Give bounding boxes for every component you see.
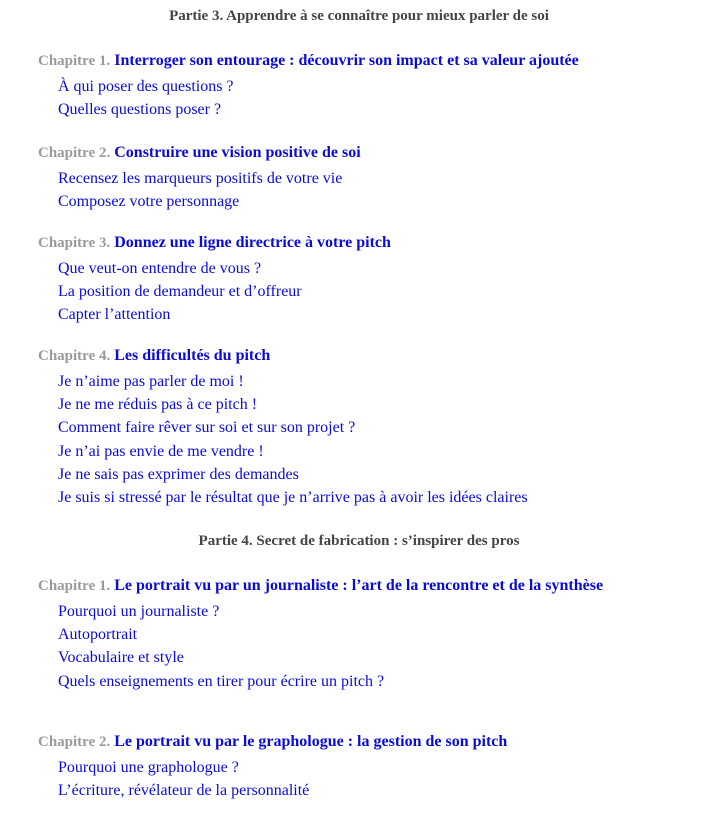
chapter-number: Chapitre 1. <box>38 578 111 594</box>
chapter-block <box>0 233 718 327</box>
chapter-title-link[interactable]: Le portrait vu par le graphologue : la gestion de son pitch <box>114 733 508 750</box>
part-title: Partie 4. Secret de fabrication : s’inspirer des pros <box>198 533 520 549</box>
section-link[interactable]: Je suis si stressé par le résultat que je n’arrive pas à avoir les idées claires <box>58 489 528 507</box>
chapter-block <box>0 51 718 121</box>
chapter-heading <box>0 51 718 71</box>
chapter-title-link[interactable]: Le portrait vu par un journaliste : l’art de la rencontre et de la synthèse <box>114 577 604 594</box>
chapter-heading <box>0 233 718 253</box>
section-link[interactable]: Composez votre personnage <box>58 193 240 211</box>
section-link[interactable]: Quels enseignements en tirer pour écrire un pitch ? <box>58 672 385 690</box>
chapter-block <box>0 732 718 802</box>
section-list <box>0 370 718 509</box>
chapter-heading <box>0 576 718 596</box>
chapter-number: Chapitre 2. <box>38 734 111 750</box>
section-link[interactable]: Je ne me réduis pas à ce pitch ! <box>58 396 258 414</box>
section-link[interactable]: Quelles questions poser ? <box>58 101 222 119</box>
chapter-number: Chapitre 4. <box>38 348 111 364</box>
chapter-title-link[interactable]: Construire une vision positive de soi <box>114 144 361 161</box>
chapter-number: Chapitre 2. <box>38 145 111 161</box>
chapter-block <box>0 576 718 693</box>
section-link[interactable]: Recensez les marqueurs positifs de votre vie <box>58 170 343 187</box>
chapter-number: Chapitre 1. <box>38 53 111 69</box>
chapter-block <box>0 346 718 509</box>
section-link[interactable]: Je ne sais pas exprimer des demandes <box>58 465 299 483</box>
section-link[interactable]: Que veut-on entendre de vous ? <box>58 260 262 277</box>
chapter-title-link[interactable]: Les difficultés du pitch <box>114 347 271 364</box>
section-list <box>0 167 718 213</box>
chapter-number: Chapitre 3. <box>38 235 111 251</box>
section-link[interactable]: L’écriture, révélateur de la personnalité <box>58 782 310 800</box>
section-link[interactable]: Comment faire rêver sur soi et sur son projet ? <box>58 419 356 437</box>
chapter-heading <box>0 732 718 752</box>
section-link[interactable]: Pourquoi un journaliste ? <box>58 603 220 620</box>
section-link[interactable]: Autoportrait <box>58 626 138 644</box>
chapter-block <box>0 143 718 213</box>
section-link[interactable]: Pourquoi une graphologue ? <box>58 759 239 776</box>
section-link[interactable]: À qui poser des questions ? <box>58 78 234 95</box>
section-link[interactable]: La position de demandeur et d’offreur <box>58 283 302 301</box>
part-title: Partie 3. Apprendre à se connaître pour mieux parler de soi <box>169 8 549 24</box>
chapter-heading <box>0 143 718 163</box>
section-link[interactable]: Je n’ai pas envie de me vendre ! <box>58 442 264 460</box>
section-link[interactable]: Vocabulaire et style <box>58 649 184 667</box>
section-list <box>0 756 718 802</box>
section-link[interactable]: Capter l’attention <box>58 306 171 324</box>
section-list <box>0 257 718 327</box>
section-list <box>0 600 718 693</box>
section-link[interactable]: Je n’aime pas parler de moi ! <box>58 373 244 390</box>
section-list <box>0 75 718 121</box>
chapter-title-link[interactable]: Donnez une ligne directrice à votre pitch <box>114 234 391 251</box>
chapter-title-link[interactable]: Interroger son entourage : découvrir son impact et sa valeur ajoutée <box>114 52 579 69</box>
chapter-heading <box>0 346 718 366</box>
